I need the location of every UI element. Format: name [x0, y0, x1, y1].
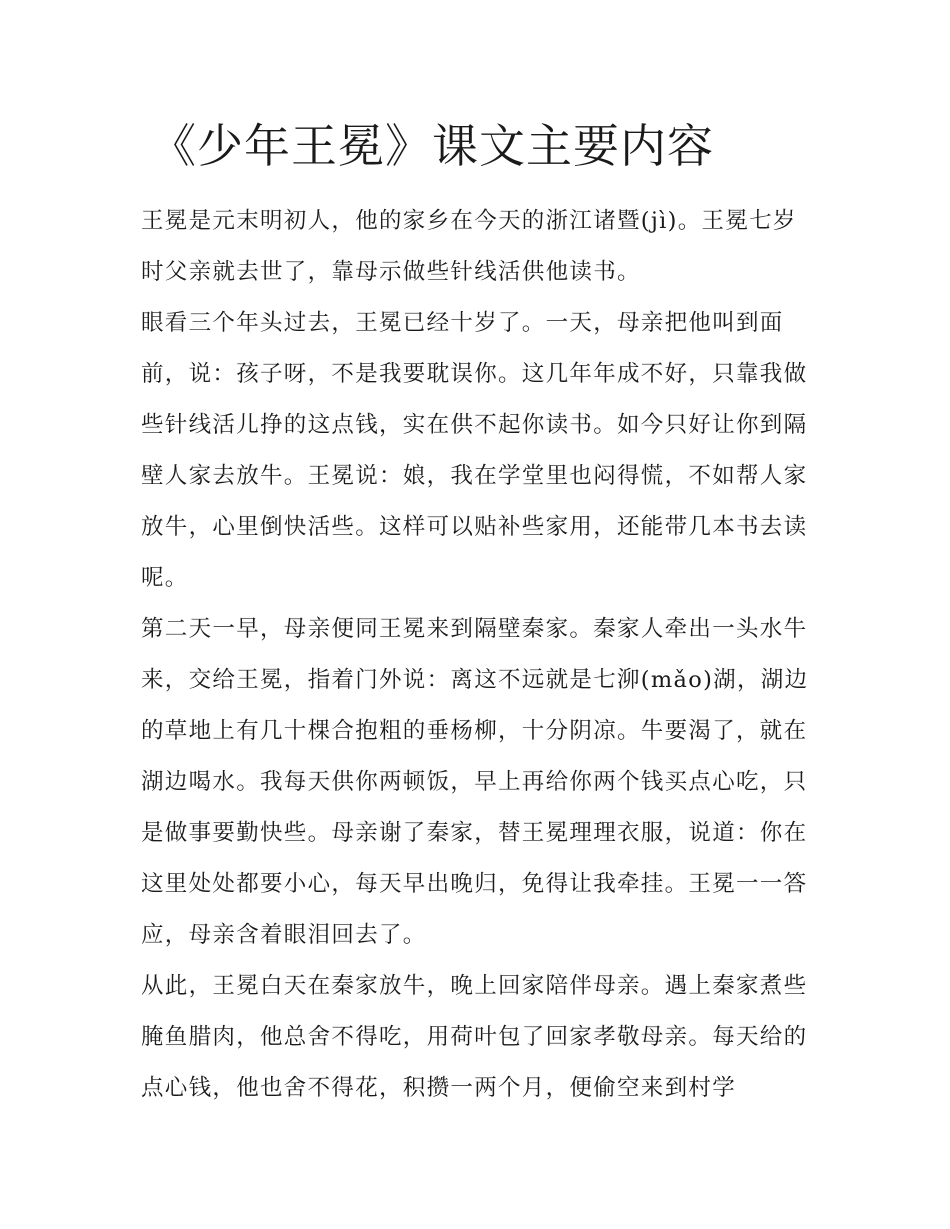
- paragraph-2: 眼看三个年头过去，王冕已经十岁了。一天，母亲把他叫到面前，说：孩子呀，不是我要耽误你。这几年年成不好，只靠我做些针线活儿挣的这点钱，实在供不起你读书。如今只好让你到隔壁人家去放牛。王冕说：娘，我在学堂里也闷得慌，不如帮人家放牛，心里倒快活些。这样可以贴补些家用，还能带几本书去读呢。: [141, 310, 808, 591]
- paragraph-3: 第二天一早，母亲便同王冕来到隔壁秦家。秦家人牵出一头水牛来，交给王冕，指着门外说：离这不远就是七泖(mǎo)湖，湖边的草地上有几十棵合抱粗的垂杨柳，十分阴凉。牛要渴了，就在湖边喝水。我每天供你两顿饭，早上再给你两个钱买点心吃，只是做事要勤快些。母亲谢了秦家，替王冕理理衣服，说道：你在这里处处都要小心，每天早出晚归，免得让我牵挂。王冕一一答应，母亲含着眼泪回去了。: [141, 616, 809, 948]
- article-body: [141, 196, 813, 1114]
- paragraph-4: 从此，王冕白天在秦家放牛，晚上回家陪伴母亲。遇上秦家煮些腌鱼腊肉，他总舍不得吃，用荷叶包了回家孝敬母亲。每天给的点心钱，他也舍不得花，积攒一两个月，便偷空来到村学: [141, 973, 808, 1101]
- page-title: 《少年王冕》课文主要内容: [150, 119, 714, 173]
- paragraph-1: 王冕是元末明初人，他的家乡在今天的浙江诸暨(jì)。王冕七岁时父亲就去世了，靠母示做些针线活供他读书。: [141, 208, 797, 285]
